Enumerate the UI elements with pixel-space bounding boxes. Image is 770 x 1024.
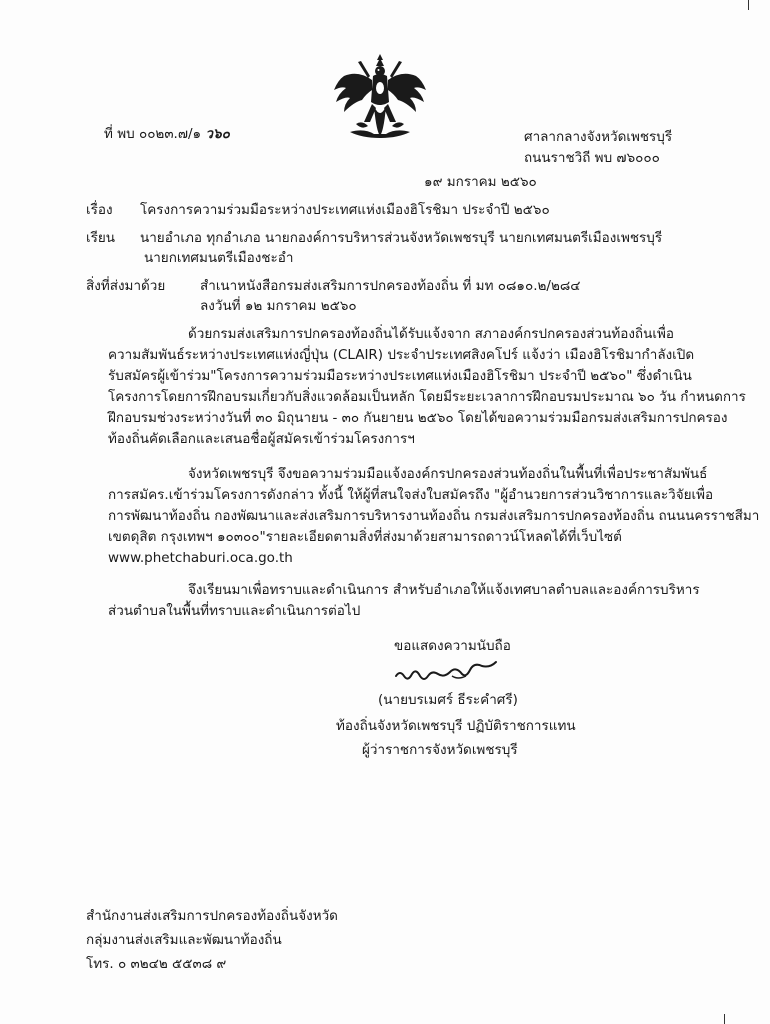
footer-office: สำนักงานส่งเสริมการปกครองท้องถิ่นจังหวัด — [86, 908, 338, 924]
garuda-emblem-icon — [328, 50, 432, 142]
footer-phone: โทร. ๐ ๓๒๔๒ ๕๕๓๘ ๙ — [86, 956, 227, 972]
ref-suffix-handwritten: ว๖๐ — [205, 126, 230, 142]
enclosure-line-1: สำเนาหนังสือกรมส่งเสริมการปกครองท้องถิ่น ที่ มท ๐๘๑๐.๒/๒๘๔ — [200, 278, 581, 294]
scan-mark — [724, 1014, 725, 1024]
paragraph-line: ด้วยกรมส่งเสริมการปกครองท้องถิ่นได้รับแจ้งจาก สภาองค์กรปกครองส่วนท้องถิ่นเพื่อ — [188, 326, 674, 342]
paragraph-line: ท้องถิ่นคัดเลือกและเสนอชื่อผู้สมัครเข้าร่วมโครงการฯ — [108, 431, 415, 447]
signer-title-line-1: ท้องถิ่นจังหวัดเพชรบุรี ปฏิบัติราชการแทน — [336, 718, 576, 734]
paragraph-line: เขตดุสิต กรุงเทพฯ ๑๐๓๐๐"รายละเอียดตามสิ่งที่ส่งมาด้วยสามารถดาวน์โหลดได้ที่เว็บไซต์ — [108, 529, 622, 545]
footer-group: กลุ่มงานส่งเสริมและพัฒนาท้องถิ่น — [86, 932, 282, 948]
scan-mark — [748, 0, 749, 10]
paragraph-line: การพัฒนาท้องถิ่น กองพัฒนาและส่งเสริมการบริหารงานท้องถิ่น กรมส่งเสริมการปกครองท้องถิ่น ถนนนครราชสีมา — [108, 508, 760, 524]
signature-image — [392, 656, 502, 686]
enclosure-label: สิ่งที่ส่งมาด้วย — [86, 278, 166, 294]
paragraph-line: ความสัมพันธ์ระหว่างประเทศแห่งญี่ปุ่น (CLAIR) ประจำประเทศสิงคโปร์ แจ้งว่า เมืองฮิโรชิมากำลังเปิด — [108, 347, 695, 363]
enclosure-line-2: ลงวันที่ ๑๒ มกราคม ๒๕๖๐ — [200, 298, 357, 314]
body-paragraph-3 — [108, 580, 698, 622]
website-link-text: www.phetchaburi.oca.go.th — [108, 550, 293, 566]
paragraph-line: ฝึกอบรมช่วงระหว่างวันที่ ๓๐ มิถุนายน - ๓๐ กันยายน ๒๕๖๐ โดยได้ขอความร่วมมือกรมส่งเสริมการปกครอง — [108, 410, 728, 426]
signer-title-line-2: ผู้ว่าราชการจังหวัดเพชรบุรี — [362, 742, 518, 758]
office-address: ถนนราชวิถี พบ ๗๖๐๐๐ — [524, 150, 660, 166]
paragraph-line: ส่วนตำบลในพื้นที่ทราบและดำเนินการต่อไป — [108, 603, 361, 619]
body-paragraph-2 — [108, 464, 760, 569]
office-name: ศาลากลางจังหวัดเพชรบุรี — [524, 129, 673, 145]
paragraph-line: โครงการโดยการฝึกอบรมเกี่ยวกับสิ่งแวดล้อมเป็นหลัก โดยมีระยะเวลาการฝึกอบรมประมาณ ๖๐ วัน กำหนดการ — [108, 389, 746, 405]
subject-text: โครงการความร่วมมือระหว่างประเทศแห่งเมืองฮิโรชิมา ประจำปี ๒๕๖๐ — [140, 202, 550, 218]
paragraph-line: การสมัคร.เข้าร่วมโครงการดังกล่าว ทั้งนี้ ให้ผู้ที่สนใจส่งใบสมัครถึง "ผู้อำนวยการส่วนวิชาการและวิจัยเพื่อ — [108, 487, 714, 503]
to-line-1: นายอำเภอ ทุกอำเภอ นายกองค์การบริหารส่วนจังหวัดเพชรบุรี นายกเทศมนตรีเมืองเพชรบุรี — [140, 230, 663, 246]
ref-no-text: ที่ พบ ๐๐๒๓.๗/๑ — [104, 126, 206, 142]
signer-name: (นายบรเมศร์ ธีระคำศรี) — [378, 692, 518, 708]
subject-label: เรื่อง — [86, 202, 113, 218]
closing-greeting: ขอแสดงความนับถือ — [394, 638, 511, 654]
document-date: ๑๙ มกราคม ๒๕๖๐ — [424, 174, 537, 190]
to-label: เรียน — [86, 230, 116, 246]
paragraph-line: รับสมัครผู้เข้าร่วม"โครงการความร่วมมือระหว่างประเทศแห่งเมืองฮิโรชิมา ประจำปี ๒๕๖๐" ซึ่งดำเนิน — [108, 368, 692, 384]
paragraph-line: จังหวัดเพชรบุรี จึงขอความร่วมมือแจ้งองค์กรปกครองส่วนท้องถิ่นในพื้นที่เพื่อประชาสัมพันธ์ — [188, 466, 708, 482]
reference-number — [104, 126, 230, 143]
paragraph-line: จึงเรียนมาเพื่อทราบและดำเนินการ สำหรับอำเภอให้แจ้งเทศบาลตำบลและองค์การบริหาร — [188, 582, 700, 598]
body-paragraph-1 — [108, 324, 746, 450]
to-line-2: นายกเทศมนตรีเมืองชะอำ — [144, 250, 294, 266]
